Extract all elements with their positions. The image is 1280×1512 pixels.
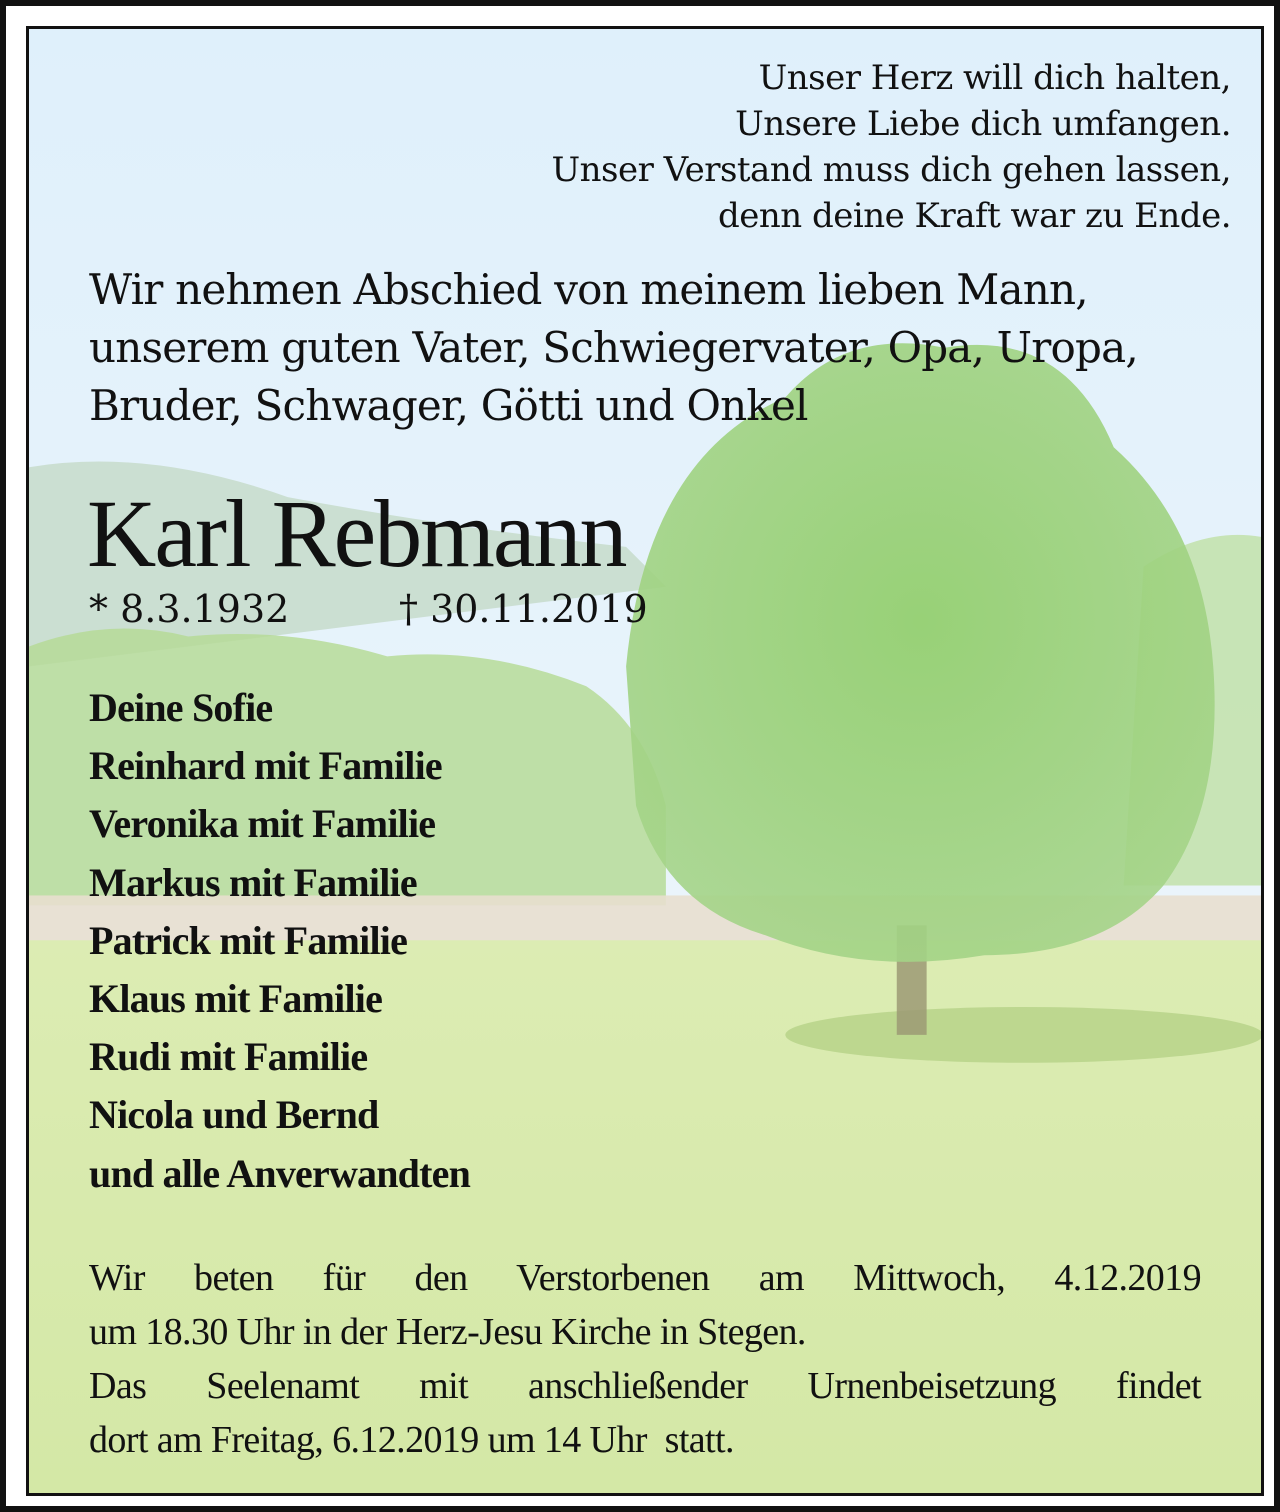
poem-line: Unser Verstand muss dich gehen lassen, <box>551 150 1231 190</box>
mourner-item: Patrick mit Familie <box>89 917 408 963</box>
service-details <box>89 1251 1201 1467</box>
deceased-name: Karl Rebmann <box>87 480 626 587</box>
service-line: dort am Freitag, 6.12.2019 um 14 Uhr statt. <box>89 1419 734 1461</box>
service-line: Das Seelenamt mit anschließender Urnenbeisetzung findet <box>89 1365 1201 1407</box>
intro-line: unserem guten Vater, Schwiegervater, Opa, Uropa, <box>89 323 1138 372</box>
mourner-item: Rudi mit Familie <box>89 1034 368 1080</box>
service-line: um 18.30 Uhr in der Herz-Jesu Kirche in Stegen. <box>89 1311 806 1353</box>
poem-line: Unsere Liebe dich umfangen. <box>735 104 1231 144</box>
life-dates <box>89 585 648 633</box>
poem-line: denn deine Kraft war zu Ende. <box>717 196 1231 236</box>
mourner-item: Veronika mit Familie <box>89 801 436 847</box>
obituary-inner-frame <box>26 26 1264 1496</box>
mourner-item: Deine Sofie <box>89 685 273 730</box>
intro-line: Bruder, Schwager, Götti und Onkel <box>89 381 808 430</box>
mourner-item: und alle Anverwandten <box>89 1150 471 1196</box>
service-line: Wir beten für den Verstorbenen am Mittwoch, 4.12.2019 <box>89 1257 1201 1299</box>
farewell-intro <box>89 261 1138 435</box>
mourner-item: Reinhard mit Familie <box>89 743 442 789</box>
birth-date: * 8.3.1932 <box>89 587 290 631</box>
mourner-item: Nicola und Bernd <box>89 1092 379 1138</box>
poem-line: Unser Herz will dich halten, <box>758 58 1231 98</box>
mourner-item: Markus mit Familie <box>89 859 417 905</box>
intro-line: Wir nehmen Abschied von meinem lieben Mann, <box>89 265 1088 314</box>
poem-verse <box>551 55 1231 239</box>
mourners-list <box>89 679 470 1203</box>
death-date: † 30.11.2019 <box>399 587 648 631</box>
mourner-item: Klaus mit Familie <box>89 976 383 1022</box>
